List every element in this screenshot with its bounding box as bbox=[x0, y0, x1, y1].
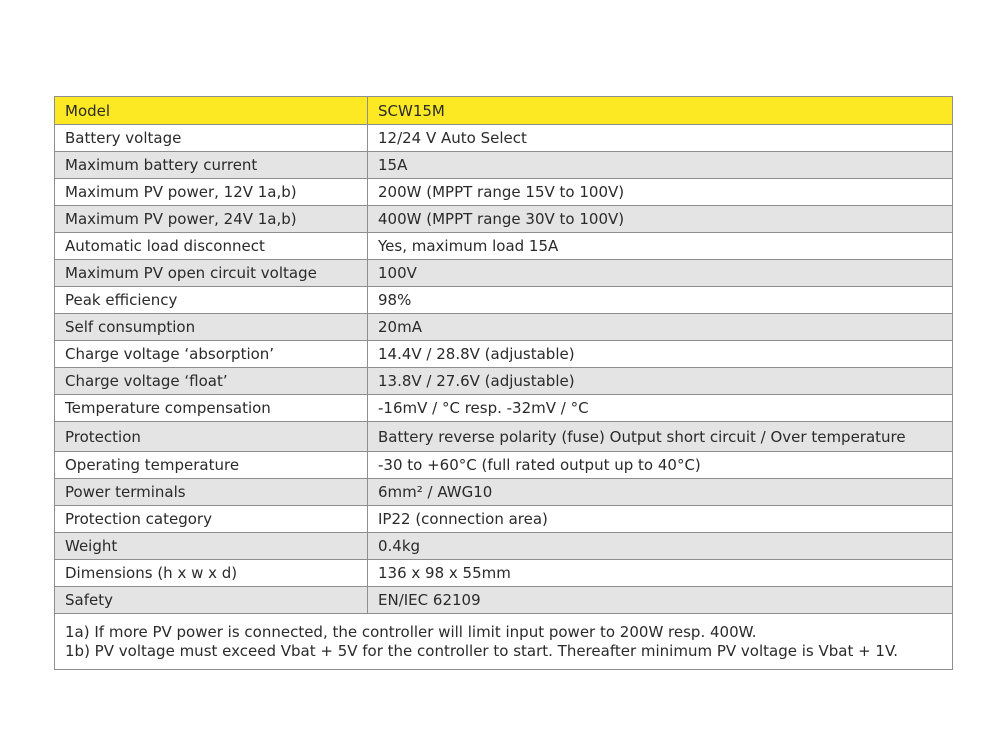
row-value: -30 to +60°C (full rated output up to 40°C) bbox=[368, 452, 953, 479]
row-label: Charge voltage ‘absorption’ bbox=[55, 341, 368, 368]
footnote-1b: 1b) PV voltage must exceed Vbat + 5V for the controller to start. Thereafter minimum PV voltage is Vbat + 1V. bbox=[65, 641, 899, 660]
table-row bbox=[55, 560, 953, 587]
row-value: 200W (MPPT range 15V to 100V) bbox=[368, 179, 953, 206]
table-row bbox=[55, 233, 953, 260]
row-label: Maximum PV power, 24V 1a,b) bbox=[55, 206, 368, 233]
table-row bbox=[55, 587, 953, 614]
row-label: Maximum PV open circuit voltage bbox=[55, 260, 368, 287]
row-value: 12/24 V Auto Select bbox=[368, 125, 953, 152]
table-row bbox=[55, 179, 953, 206]
table-header-row bbox=[55, 97, 953, 125]
row-label: Automatic load disconnect bbox=[55, 233, 368, 260]
table-row bbox=[55, 341, 953, 368]
row-label: Protection category bbox=[55, 506, 368, 533]
row-value: 98% bbox=[368, 287, 953, 314]
row-value: 100V bbox=[368, 260, 953, 287]
table-row bbox=[55, 314, 953, 341]
row-value: 20mA bbox=[368, 314, 953, 341]
row-value: 14.4V / 28.8V (adjustable) bbox=[368, 341, 953, 368]
table-row bbox=[55, 260, 953, 287]
table-row bbox=[55, 287, 953, 314]
spec-table bbox=[54, 96, 953, 670]
row-label: Weight bbox=[55, 533, 368, 560]
footnotes bbox=[55, 614, 953, 670]
row-label: Maximum battery current bbox=[55, 152, 368, 179]
table-row bbox=[55, 479, 953, 506]
row-value: EN/IEC 62109 bbox=[368, 587, 953, 614]
row-label: Safety bbox=[55, 587, 368, 614]
row-label: Self consumption bbox=[55, 314, 368, 341]
row-label: Battery voltage bbox=[55, 125, 368, 152]
row-value: 6mm² / AWG10 bbox=[368, 479, 953, 506]
row-label: Charge voltage ‘float’ bbox=[55, 368, 368, 395]
table-row bbox=[55, 152, 953, 179]
table-row bbox=[55, 452, 953, 479]
row-value: 0.4kg bbox=[368, 533, 953, 560]
table-row bbox=[55, 125, 953, 152]
row-value: 15A bbox=[368, 152, 953, 179]
row-label: Power terminals bbox=[55, 479, 368, 506]
table-row bbox=[55, 533, 953, 560]
row-value: 13.8V / 27.6V (adjustable) bbox=[368, 368, 953, 395]
row-label: Dimensions (h x w x d) bbox=[55, 560, 368, 587]
row-value: 400W (MPPT range 30V to 100V) bbox=[368, 206, 953, 233]
footnotes-row bbox=[55, 614, 953, 670]
table-row bbox=[55, 206, 953, 233]
table-row bbox=[55, 368, 953, 395]
row-value: Yes, maximum load 15A bbox=[368, 233, 953, 260]
row-label: Operating temperature bbox=[55, 452, 368, 479]
header-value: SCW15M bbox=[368, 97, 953, 125]
header-label: Model bbox=[55, 97, 368, 125]
table-row bbox=[55, 395, 953, 422]
row-label: Temperature compensation bbox=[55, 395, 368, 422]
row-value: -16mV / °C resp. -32mV / °C bbox=[368, 395, 953, 422]
row-label: Protection bbox=[55, 422, 368, 452]
table-row bbox=[55, 422, 953, 452]
footnote-1a: 1a) If more PV power is connected, the controller will limit input power to 200W resp. 400W. bbox=[65, 622, 757, 641]
row-value: 136 x 98 x 55mm bbox=[368, 560, 953, 587]
row-value: Battery reverse polarity (fuse) Output short circuit / Over temperature bbox=[368, 422, 953, 452]
table-row bbox=[55, 506, 953, 533]
row-value: IP22 (connection area) bbox=[368, 506, 953, 533]
row-label: Maximum PV power, 12V 1a,b) bbox=[55, 179, 368, 206]
row-label: Peak efficiency bbox=[55, 287, 368, 314]
